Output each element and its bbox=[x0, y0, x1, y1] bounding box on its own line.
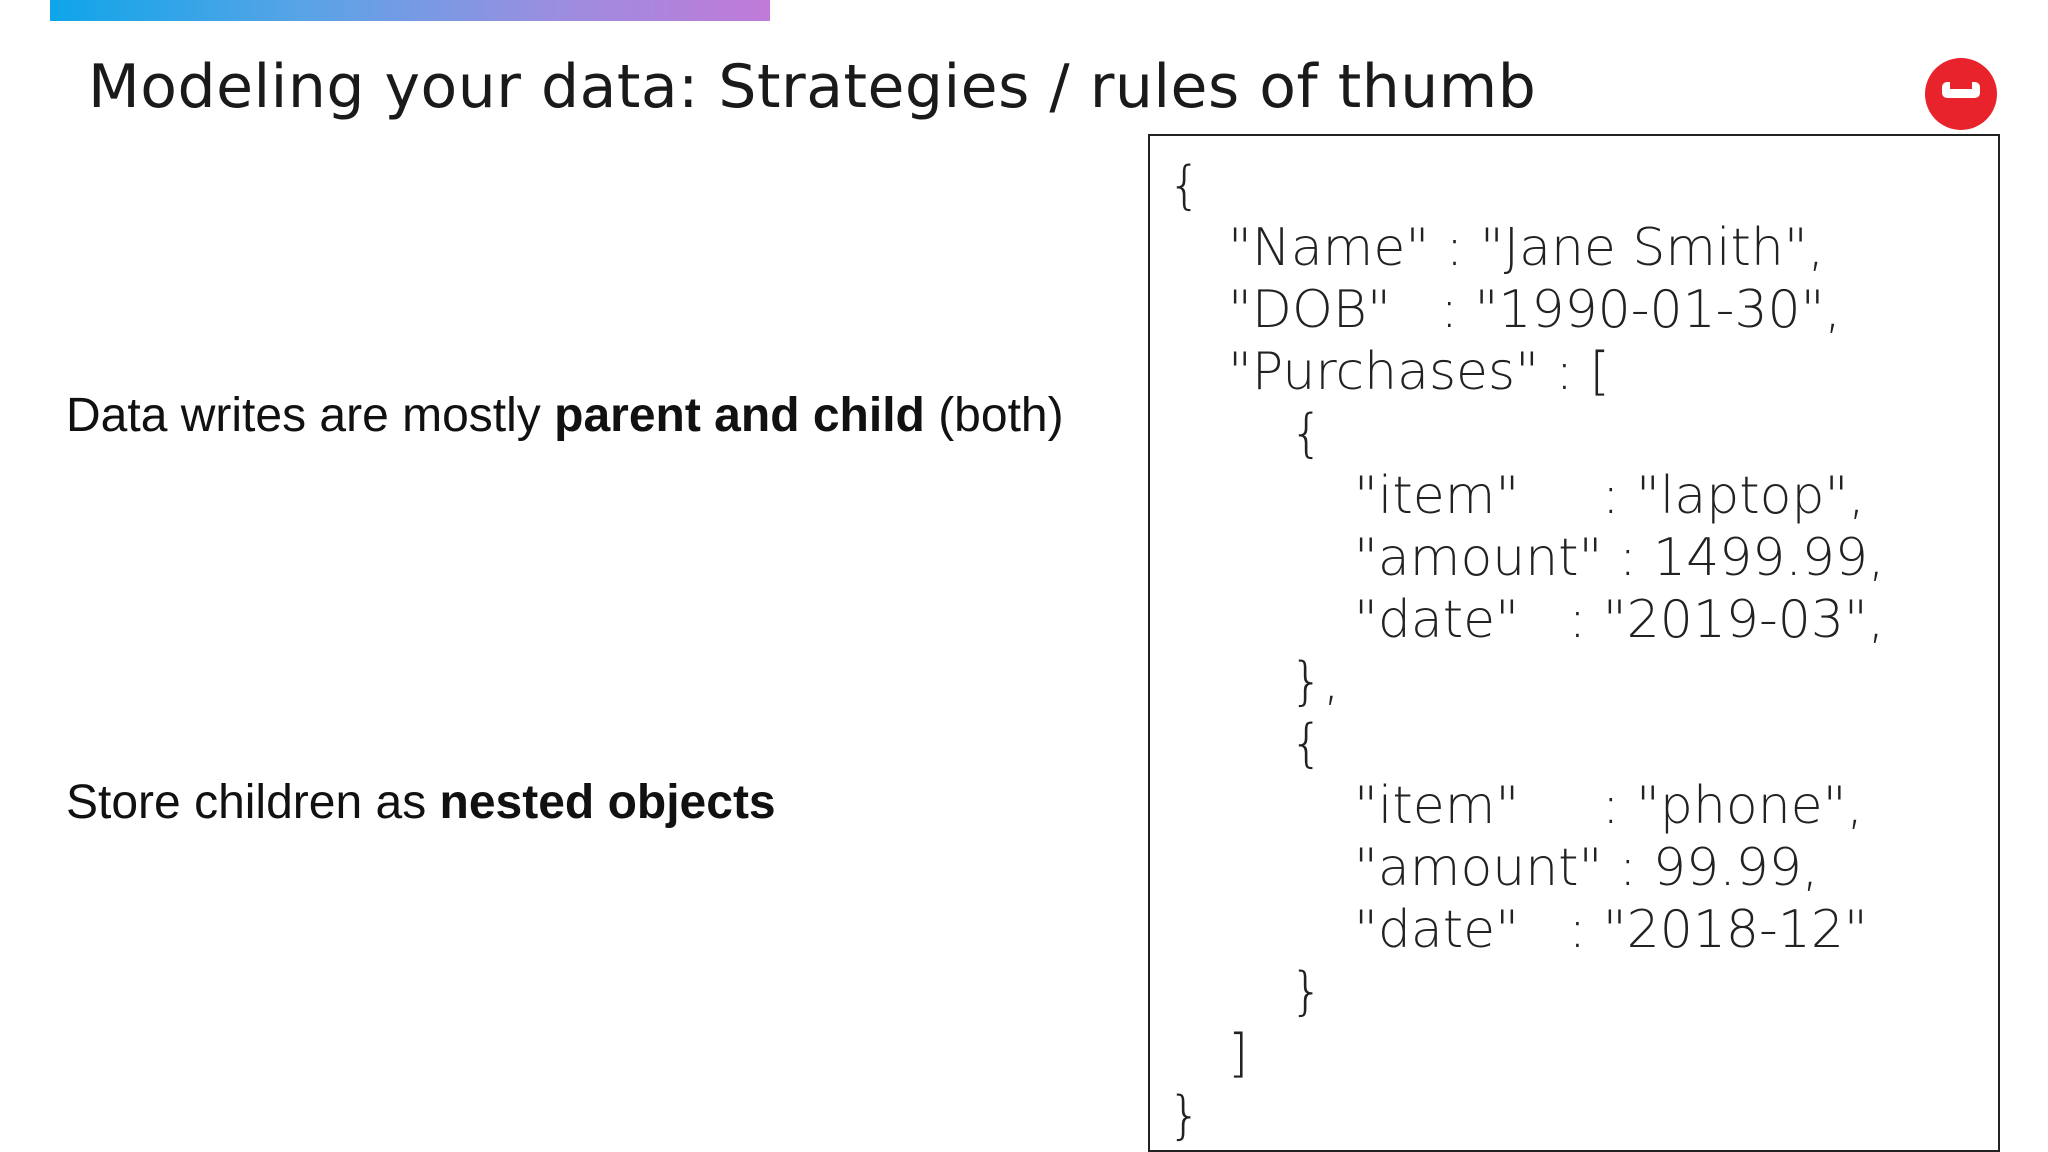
code-line: "amount" : 1499.99, bbox=[1354, 528, 1885, 588]
code-line: "Name" : "Jane Smith", bbox=[1228, 218, 1825, 278]
code-line: "Purchases" : [ bbox=[1228, 342, 1610, 402]
bullet-point bbox=[66, 775, 776, 830]
code-line: "date" : "2019-03", bbox=[1354, 590, 1885, 650]
bullet-point bbox=[66, 388, 1064, 443]
slide-title: Modeling your data: Strategies / rules of thumb bbox=[88, 52, 1537, 122]
point-text: Data writes are mostly bbox=[66, 389, 555, 442]
couchbase-logo-icon bbox=[1925, 58, 1997, 130]
accent-bar bbox=[50, 0, 770, 21]
code-line: { bbox=[1168, 156, 1202, 216]
code-line: } bbox=[1290, 962, 1324, 1022]
code-line: }, bbox=[1290, 652, 1340, 712]
code-line: { bbox=[1290, 714, 1324, 774]
point-emphasis: nested objects bbox=[439, 776, 776, 829]
code-line: "date" : "2018-12" bbox=[1354, 900, 1868, 960]
code-line: "item" : "laptop", bbox=[1354, 466, 1865, 526]
code-line: "DOB" : "1990-01-30", bbox=[1228, 280, 1842, 340]
point-emphasis: parent and child bbox=[554, 389, 925, 442]
point-text: (both) bbox=[924, 389, 1064, 442]
logo-mark bbox=[1942, 82, 1980, 98]
code-line: ] bbox=[1228, 1024, 1249, 1084]
code-line: } bbox=[1168, 1086, 1202, 1146]
json-code-box bbox=[1148, 134, 2000, 1152]
code-line: { bbox=[1290, 404, 1324, 464]
point-text: Store children as bbox=[66, 776, 440, 829]
code-line: "item" : "phone", bbox=[1354, 776, 1864, 836]
code-line: "amount" : 99.99, bbox=[1354, 838, 1819, 898]
